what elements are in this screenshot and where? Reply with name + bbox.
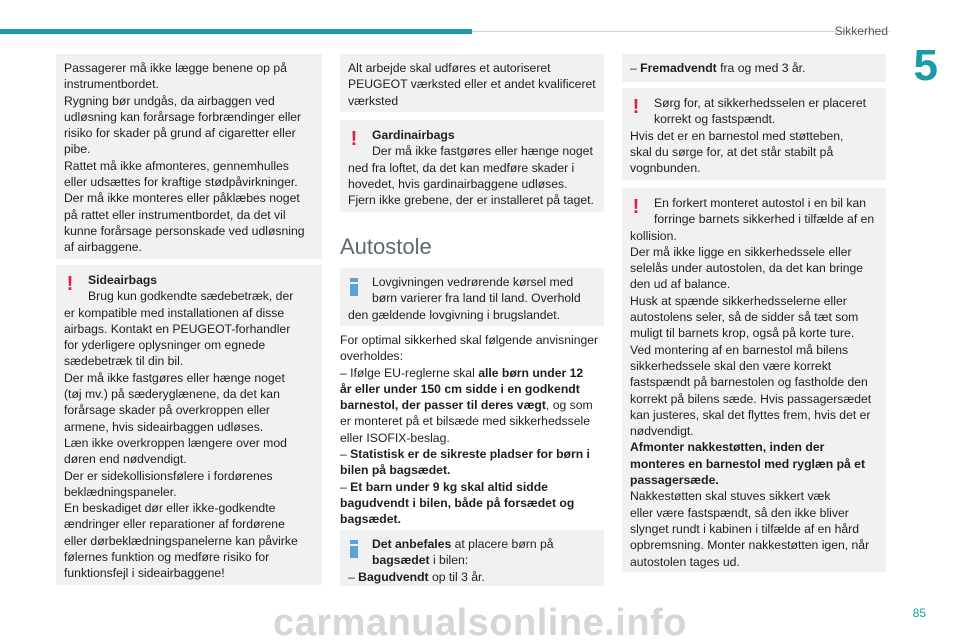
text-line: Der må ikke ligge en sikkerhedssele eller bbox=[630, 244, 852, 259]
text-line: sikkerhedssele skal den være korrekt bbox=[630, 358, 832, 373]
warning-box-seatbelt bbox=[622, 88, 886, 180]
warning-icon: ! bbox=[632, 96, 640, 118]
text-line: Læn ikke overkroppen længere over mod bbox=[64, 435, 287, 450]
text-line: nødvendigt. bbox=[630, 424, 694, 439]
warning-box-child-seat-mounting bbox=[622, 188, 886, 572]
warning-box-curtain-airbags bbox=[340, 120, 604, 212]
text-line: af airbaggene. bbox=[64, 240, 142, 255]
text-line: udløsning kan forårsage forbrændinger eller bbox=[64, 109, 302, 124]
warning-text: forringe barnets sikkerhed i tilfælde af en bbox=[654, 212, 875, 227]
text-line: døren end nødvendigt. bbox=[64, 452, 187, 467]
text-line: autostolen tages ud. bbox=[630, 554, 740, 569]
text-line: passagersæde. bbox=[630, 473, 719, 488]
watermark: carmanualsonline.info bbox=[273, 602, 687, 640]
text-line: sædebetræk til din bil. bbox=[64, 354, 184, 369]
section-title: Sikkerhed bbox=[834, 24, 888, 38]
text-line: muligt til barnets krop, også på korte ture. bbox=[630, 326, 855, 341]
header-rule bbox=[472, 31, 890, 32]
page-number: 85 bbox=[912, 606, 926, 620]
text-line: Der er sidekollisionsfølere i fordørenes bbox=[64, 468, 273, 483]
text-line: monteres en barnestol med ryglæn på et bbox=[630, 456, 866, 471]
text-line: eller være fastspændt, så den ikke bliver bbox=[630, 505, 849, 520]
note-box-airbag-general bbox=[56, 54, 322, 259]
text-line: Ved montering af en barnestol må bilens bbox=[630, 342, 849, 357]
text-line: på rattet eller instrumentbordet, da det vil bbox=[64, 207, 286, 222]
text-line: Der må ikke monteres eller påklæbes noget bbox=[64, 191, 300, 206]
text-line: Fjern ikke grebene, der er installeret på taget. bbox=[348, 193, 594, 208]
text-line: er kompatible med installationen af disse bbox=[64, 305, 285, 320]
warning-text: Brug kun godkendte sædebetræk, der bbox=[88, 289, 294, 304]
text-line: eller udsættes for kraftige stødpåvirkninger. bbox=[64, 175, 298, 190]
note-box-workshop bbox=[340, 54, 604, 112]
section-heading: Autostole bbox=[340, 234, 432, 259]
info-text: den gældende lovgivning i brugslandet. bbox=[348, 307, 561, 322]
text-line: funktionsfejl i sideairbaggene! bbox=[64, 566, 225, 581]
text-line: pibe. bbox=[64, 142, 91, 157]
warning-icon: ! bbox=[350, 128, 358, 150]
text-line: kunne forårsage personskade ved udløsning bbox=[64, 223, 305, 238]
text-line: risiko for skader på grund af cigaretter eller bbox=[64, 126, 296, 141]
text-line: kollision. bbox=[630, 228, 677, 243]
text-line: Hvis det er en barnestol med støtteben, bbox=[630, 128, 844, 143]
warning-text: En forkert monteret autostol i en bil kan bbox=[654, 196, 867, 210]
text-line: fastspændt på barnestolen og fastholde den bbox=[630, 375, 868, 390]
text-line: beklædningspaneler. bbox=[64, 484, 177, 499]
warning-text: Sørg for, at sikkerhedsselen er placeret bbox=[654, 96, 867, 110]
text-line: Passagerer må ikke lægge benene op på bbox=[64, 61, 287, 75]
warning-icon: ! bbox=[632, 196, 640, 218]
text-line: hovedet, hvis gardinairbaggene udløses. bbox=[348, 176, 568, 191]
text-line: forårsage skader på overkroppen eller bbox=[64, 403, 270, 418]
text-line: (tøj mv.) på sæderyglænene, da det kan bbox=[64, 387, 280, 402]
info-icon bbox=[350, 278, 358, 298]
warning-text: Der må ikke fastgøres eller hænge noget bbox=[372, 144, 593, 159]
info-icon bbox=[350, 540, 358, 560]
text-line: ned fra loftet, da det kan medføre skader i bbox=[348, 160, 575, 175]
text-line: Der må ikke fastgøres eller hænge noget bbox=[64, 370, 285, 385]
text-line: airbags. Kontakt en PEUGEOT-forhandler bbox=[64, 321, 291, 336]
warning-text: korrekt og fastspændt. bbox=[654, 112, 776, 127]
text-line: En beskadiget dør eller ikke-godkendte bbox=[64, 501, 276, 516]
text-line: Husk at spænde sikkerhedsselerne eller bbox=[630, 293, 847, 308]
text-line: opbremsning. Monter nakkestøtten igen, når bbox=[630, 538, 870, 553]
text-line: korrekt på bilens sæde. Hvis passagersædet bbox=[630, 391, 872, 406]
info-box-legislation bbox=[340, 268, 604, 326]
text-line: armene, hvis sideairbaggen udløses. bbox=[64, 419, 264, 434]
body-text-recommendations: For optimal sikkerhed skal følgende anvisninger overholdes: – Ifølge EU-reglerne skal alle børn under 12 år eller under 150 cm sidde i en godkendt barnestol, der passer til deres vægt, og som er monteret på et bilsæde med sikkerhedssele eller ISOFIX-beslag. – Statistisk er de sikreste pladser for børn i bilen på bagsædet. – Et barn under 9 kg skal altid sidde bagudvendt i bilen, både på forsædet og bagsædet. bbox=[340, 333, 599, 527]
text-line: vognbunden. bbox=[630, 161, 701, 176]
text-line: skal du sørge for, at det står stabilt på bbox=[630, 144, 834, 159]
text-line: følernes funktion og medføre risiko for bbox=[64, 550, 270, 565]
text-line: den ud af balance. bbox=[630, 277, 731, 292]
note-box-forward-facing: – Fremadvendt fra og med 3 år. bbox=[622, 54, 886, 82]
text-line: Rattet må ikke afmonteres, gennemhulles bbox=[64, 158, 289, 173]
chapter-number: 5 bbox=[913, 41, 938, 90]
header-accent-bar bbox=[0, 29, 472, 34]
warning-title: Gardinairbags bbox=[372, 128, 455, 142]
warning-box-side-airbags bbox=[56, 265, 322, 585]
info-box-rear-seat: Det anbefales at placere børn på bagsædet i bilen: – Bagudvendt op til 3 år. bbox=[340, 530, 604, 586]
text-line: selelås under autostolen, da det kan bringe bbox=[630, 261, 864, 276]
info-text: Lovgivningen vedrørende kørsel med bbox=[372, 275, 574, 289]
text-line: for yderligere oplysninger om egnede bbox=[64, 338, 266, 353]
text-line: ændringer eller reparationer af fordørene bbox=[64, 517, 285, 532]
warning-title: Sideairbags bbox=[88, 273, 158, 287]
info-text: børn varierer fra land til land. Overhold bbox=[372, 291, 581, 306]
text-line: eller dørbeklædningspanelerne kan påvirke bbox=[64, 533, 298, 548]
text-line: kan justeres, skal det flyttes frem, hvis det er bbox=[630, 407, 871, 422]
text-line: Alt arbejde skal udføres et autoriseret bbox=[348, 61, 551, 75]
text-line: PEUGEOT værksted eller et andet kvalificeret bbox=[348, 77, 596, 92]
text-line: værksted bbox=[348, 93, 399, 108]
text-line: Rygning bør undgås, da airbaggen ved bbox=[64, 93, 275, 108]
text-line: slynget rundt i kabinen i tilfælde af en hård bbox=[630, 521, 859, 536]
text-line: instrumentbordet. bbox=[64, 77, 159, 92]
text-line: autostolens seler, så de sidder så tæt som bbox=[630, 310, 859, 325]
text-line: Afmonter nakkestøtten, inden der bbox=[630, 440, 825, 455]
text-line: Nakkestøtten skal stuves sikkert væk bbox=[630, 489, 831, 504]
warning-icon: ! bbox=[66, 273, 74, 295]
